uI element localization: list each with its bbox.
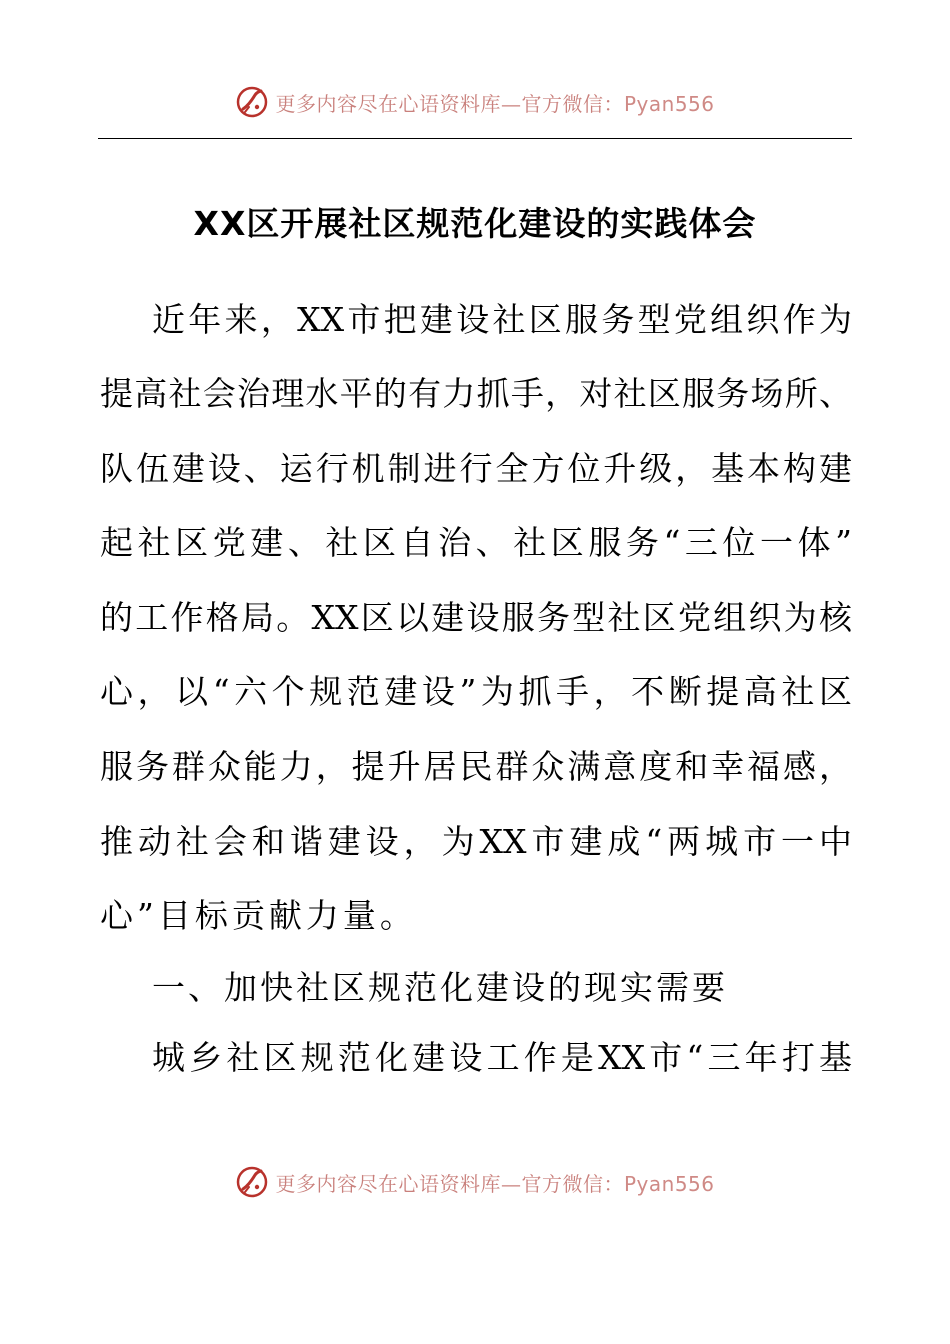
header-banner-text: 更多内容尽在心语资料库—官方微信：Pyan556 (275, 91, 715, 116)
pen-logo-icon (235, 85, 269, 119)
paragraph-line: 近年来，XX市把建设社区服务型党组织作为 (152, 300, 852, 339)
paragraph-line: 心，以“六个规范建设”为抓手，不断提高社区 (100, 672, 852, 711)
document-title: XX区开展社区规范化建设的实践体会 (193, 204, 757, 243)
section-heading: 一、加快社区规范化建设的现实需要 (152, 968, 728, 1007)
paragraph-line: 推动社会和谐建设，为XX市建成“两城市一中 (100, 822, 852, 861)
paragraph-line: 提高社会治理水平的有力抓手，对社区服务场所、 (100, 374, 852, 413)
header-rule (98, 138, 852, 139)
footer-banner (0, 1162, 950, 1202)
paragraph-line: 服务群众能力，提升居民群众满意度和幸福感， (100, 747, 852, 786)
paragraph-line: 心”目标贡献力量。 (100, 896, 417, 935)
pen-logo-icon (235, 1165, 269, 1199)
header-banner (0, 82, 950, 122)
paragraph-line: 起社区党建、社区自治、社区服务“三位一体” (100, 523, 852, 562)
paragraph-line: 的工作格局。XX区以建设服务型社区党组织为核 (100, 598, 852, 637)
footer-banner-text: 更多内容尽在心语资料库—官方微信：Pyan556 (275, 1171, 715, 1196)
header-banner-handle: Pyan556 (623, 91, 715, 116)
footer-banner-handle: Pyan556 (623, 1171, 715, 1196)
paragraph-line: 队伍建设、运行机制进行全方位升级，基本构建 (100, 449, 852, 488)
paragraph-line: 城乡社区规范化建设工作是XX市“三年打基 (152, 1038, 852, 1077)
